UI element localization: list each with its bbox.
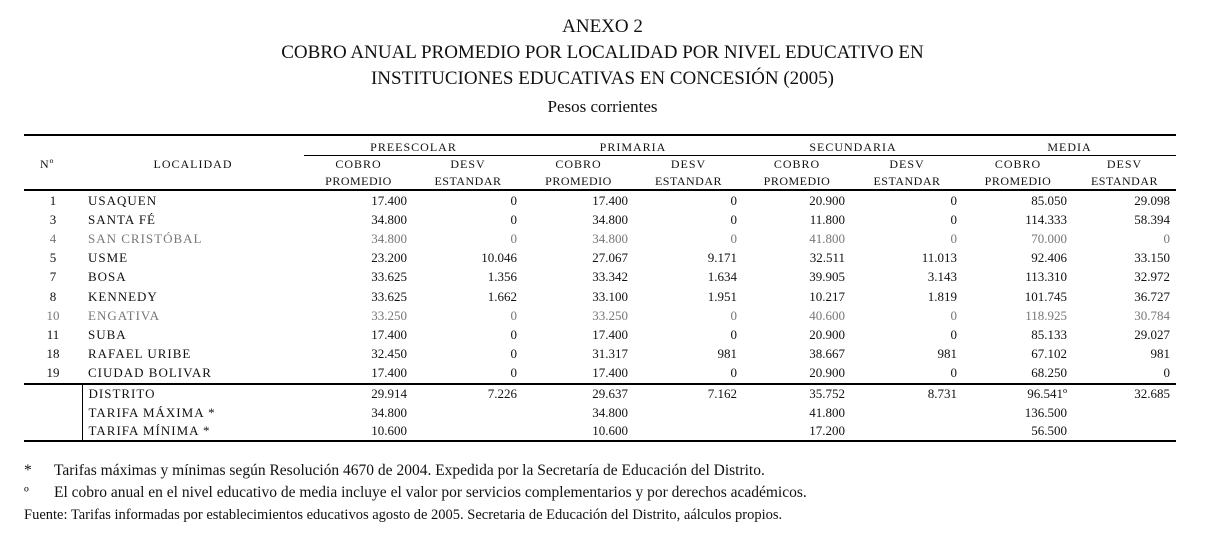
- cell-value: 11.013: [921, 250, 957, 266]
- cell-value: 34.800: [371, 230, 407, 246]
- cell-value: 33.150: [1134, 250, 1170, 266]
- table-row: [24, 210, 1176, 229]
- col-header-promedio: PROMEDIO: [304, 173, 413, 190]
- cell-value: 39.905: [809, 269, 845, 285]
- cell-value: 113.310: [1025, 269, 1067, 285]
- summary-row-max: [24, 403, 1176, 422]
- cell-value: 8.731: [851, 384, 963, 404]
- cell-value: 56.500: [963, 422, 1073, 442]
- cell-value: 0: [730, 192, 737, 208]
- cell-value: 34.800: [592, 211, 628, 227]
- cell-value: 1.634: [707, 269, 737, 285]
- cell-value: 3.143: [927, 269, 957, 285]
- cell-value: 32.685: [1073, 384, 1176, 404]
- cell-value: 0: [510, 211, 517, 227]
- row-number: 18: [46, 346, 60, 362]
- cell-value: 29.637: [523, 384, 634, 404]
- col-header-cobro: COBRO: [555, 157, 602, 171]
- cell-value: 0: [510, 365, 517, 381]
- cell-value: 0: [510, 307, 517, 323]
- row-localidad: ENGATIVA: [88, 307, 161, 323]
- cell-value: 20.900: [809, 326, 845, 342]
- col-header-cobro: COBRO: [773, 157, 821, 171]
- cell-value: 67.102: [1031, 346, 1067, 362]
- cell-value: 32.972: [1134, 269, 1170, 285]
- summary-label: TARIFA MÁXIMA *: [88, 404, 216, 420]
- row-number: 7: [49, 269, 57, 285]
- cell-value: 0: [950, 192, 957, 208]
- cell-value: 96.541º: [963, 384, 1073, 404]
- cell-value: 92.406: [1031, 250, 1067, 266]
- col-header-desv: DESV: [1106, 157, 1143, 171]
- cell-value: 31.317: [592, 346, 628, 362]
- col-no-header: Nº: [40, 156, 55, 171]
- cell-value: 0: [950, 230, 957, 246]
- cell-value: 136.500: [1024, 404, 1067, 420]
- group-header-row: [24, 139, 1176, 156]
- cell-value: 1.356: [487, 269, 517, 285]
- row-localidad: BOSA: [88, 269, 127, 285]
- cell-value: 1.951: [707, 288, 737, 304]
- row-number: 3: [49, 211, 57, 227]
- cell-value: 41.800: [809, 404, 845, 420]
- cell-value: 101.745: [1024, 288, 1067, 304]
- cell-value: 27.067: [592, 250, 628, 266]
- cell-value: 0: [510, 326, 517, 342]
- cell-value: 0: [510, 346, 517, 362]
- row-localidad: SANTA FÉ: [88, 211, 156, 227]
- cell-value: 32.450: [371, 346, 407, 362]
- col-header-desv: DESV: [670, 157, 707, 171]
- source-note: Fuente: Tarifas informadas por establecimientos educativos agosto de 2005. Secretaria de Educación del Distrito, aálculos propios.: [24, 507, 783, 523]
- title-line-2: INSTITUCIONES EDUCATIVAS EN CONCESIÓN (2005): [370, 68, 835, 89]
- col-header-desv: DESV: [450, 157, 486, 171]
- cell-value: 85.133: [1031, 326, 1067, 342]
- cell-value: 33.250: [592, 307, 628, 323]
- summary-label: DISTRITO: [82, 384, 304, 404]
- cell-value: 0: [950, 326, 957, 342]
- col-header-promedio: PROMEDIO: [743, 173, 851, 190]
- cell-value: 33.625: [371, 288, 407, 304]
- row-number: 11: [46, 326, 60, 342]
- cell-value: 68.250: [1031, 365, 1067, 381]
- cell-value: 10.600: [304, 422, 413, 442]
- cell-value: 20.900: [809, 192, 845, 208]
- cell-value: 34.800: [592, 404, 628, 420]
- row-localidad: USAQUEN: [88, 192, 158, 208]
- cell-value: 33.342: [592, 269, 628, 285]
- table-row: [24, 229, 1176, 248]
- summary-row-min: [24, 422, 1176, 442]
- cell-value: 10.217: [809, 288, 845, 304]
- cell-value: 17.400: [592, 326, 628, 342]
- cell-value: 41.800: [809, 230, 845, 246]
- row-localidad: USME: [88, 250, 129, 266]
- cell-value: [1073, 403, 1176, 422]
- row-number: 4: [49, 230, 57, 246]
- col-header-estandar: ESTANDAR: [1073, 173, 1176, 190]
- cell-value: 0: [510, 192, 517, 208]
- table-row: [24, 364, 1176, 384]
- cell-value: 29.027: [1134, 326, 1170, 342]
- group-preescolar: PREESCOLAR: [304, 139, 523, 156]
- cell-value: 34.800: [371, 404, 407, 420]
- subtitle: Pesos corrientes: [547, 97, 658, 116]
- cell-value: 10.600: [523, 422, 634, 442]
- cell-value: [851, 422, 963, 442]
- row-number: 19: [46, 365, 60, 381]
- table-row: [24, 190, 1176, 210]
- cell-value: 38.667: [809, 346, 845, 362]
- row-number: 1: [49, 192, 57, 208]
- cell-value: 23.200: [371, 250, 407, 266]
- summary-row-distrito: [24, 384, 1176, 404]
- footnotes: [24, 460, 1184, 526]
- cell-value: 11.800: [809, 211, 845, 227]
- col-header-cobro: COBRO: [994, 157, 1042, 171]
- cell-value: 981: [937, 346, 957, 362]
- cell-value: [413, 403, 523, 422]
- cell-value: 9.171: [707, 250, 737, 266]
- col-header-estandar: ESTANDAR: [413, 173, 523, 190]
- cell-value: 0: [950, 211, 957, 227]
- cell-value: 0: [730, 211, 737, 227]
- col-header-promedio: PROMEDIO: [963, 173, 1073, 190]
- row-number: 5: [49, 250, 57, 266]
- cell-value: 17.400: [371, 326, 407, 342]
- cell-value: 981: [717, 346, 737, 362]
- col-header-promedio: PROMEDIO: [523, 173, 634, 190]
- cell-value: [1073, 422, 1176, 442]
- footnote-marker: *: [24, 462, 32, 479]
- cell-value: 17.400: [371, 365, 407, 381]
- row-localidad: CIUDAD BOLIVAR: [88, 365, 212, 381]
- cell-value: 0: [730, 230, 737, 246]
- cell-value: 0: [950, 365, 957, 381]
- cell-value: [634, 422, 743, 442]
- cell-value: 0: [950, 307, 957, 323]
- cell-value: 70.000: [1031, 230, 1067, 246]
- row-number: 8: [49, 288, 57, 304]
- cell-value: 7.162: [634, 384, 743, 404]
- cell-value: 0: [510, 230, 517, 246]
- col-localidad-header: LOCALIDAD: [153, 156, 233, 171]
- table-row: [24, 345, 1176, 364]
- row-localidad: RAFAEL URIBE: [88, 346, 192, 362]
- cell-value: 40.600: [809, 307, 845, 323]
- cell-value: [413, 422, 523, 442]
- cell-value: 33.250: [371, 307, 407, 323]
- cell-value: 0: [730, 326, 737, 342]
- table-row: [24, 249, 1176, 268]
- row-number: 10: [46, 307, 60, 323]
- cell-value: 20.900: [809, 365, 845, 381]
- cell-value: [851, 403, 963, 422]
- col-header-desv: DESV: [889, 157, 925, 171]
- cell-value: 1.662: [487, 288, 517, 304]
- col-header-estandar: ESTANDAR: [851, 173, 963, 190]
- cell-value: 29.098: [1134, 192, 1170, 208]
- cell-value: 30.784: [1134, 307, 1170, 323]
- cell-value: 7.226: [413, 384, 523, 404]
- cell-value: 58.394: [1134, 211, 1170, 227]
- cell-value: 17.400: [592, 192, 628, 208]
- row-localidad: SAN CRISTÓBAL: [88, 230, 203, 246]
- cell-value: 17.200: [743, 422, 851, 442]
- table-row: [24, 287, 1176, 306]
- table-row: [24, 268, 1176, 287]
- cell-value: 0: [730, 307, 737, 323]
- cell-value: 34.800: [592, 230, 628, 246]
- cell-value: 1.819: [927, 288, 957, 304]
- cell-value: 36.727: [1134, 288, 1170, 304]
- col-header-cobro: COBRO: [335, 157, 382, 171]
- annex-label: ANEXO 2: [562, 16, 643, 37]
- group-media: MEDIA: [963, 139, 1176, 156]
- cell-value: 85.050: [1031, 192, 1067, 208]
- footnote-1: [24, 460, 1184, 482]
- column-header-row: [24, 156, 1176, 174]
- cell-value: 114.333: [1025, 211, 1067, 227]
- column-header-row-2: [24, 173, 1176, 190]
- cell-value: 33.625: [371, 269, 407, 285]
- group-secundaria: SECUNDARIA: [743, 139, 963, 156]
- footnote-marker: º: [24, 484, 29, 501]
- cell-value: 10.046: [481, 250, 517, 266]
- cell-value: 17.400: [592, 365, 628, 381]
- cell-value: 29.914: [304, 384, 413, 404]
- cell-value: 34.800: [371, 211, 407, 227]
- col-header-estandar: ESTANDAR: [634, 173, 743, 190]
- table-row: [24, 325, 1176, 344]
- group-primaria: PRIMARIA: [523, 139, 743, 156]
- cell-value: 981: [1150, 346, 1170, 362]
- table-row: [24, 306, 1176, 325]
- cell-value: 0: [1163, 230, 1170, 246]
- footnote-text: El cobro anual en el nivel educativo de media incluye el valor por servicios complementarios y por derechos académicos.: [54, 484, 807, 501]
- footnote-text: Tarifas máximas y mínimas según Resolución 4670 de 2004. Expedida por la Secretaría de Educación del Distrito.: [54, 462, 765, 479]
- cell-value: 32.511: [809, 250, 845, 266]
- summary-label: TARIFA MÍNIMA *: [82, 422, 304, 442]
- cell-value: [634, 403, 743, 422]
- row-localidad: SUBA: [88, 326, 127, 342]
- footnote-2: [24, 482, 1184, 504]
- cell-value: 33.100: [592, 288, 628, 304]
- fees-table: [24, 134, 1176, 442]
- cell-value: 118.925: [1025, 307, 1067, 323]
- cell-value: 17.400: [371, 192, 407, 208]
- title-line-1: COBRO ANUAL PROMEDIO POR LOCALIDAD POR NIVEL EDUCATIVO EN: [281, 42, 924, 63]
- cell-value: 0: [1163, 365, 1170, 381]
- row-localidad: KENNEDY: [88, 288, 158, 304]
- cell-value: 0: [730, 365, 737, 381]
- cell-value: 35.752: [743, 384, 851, 404]
- document-header: [0, 14, 1205, 120]
